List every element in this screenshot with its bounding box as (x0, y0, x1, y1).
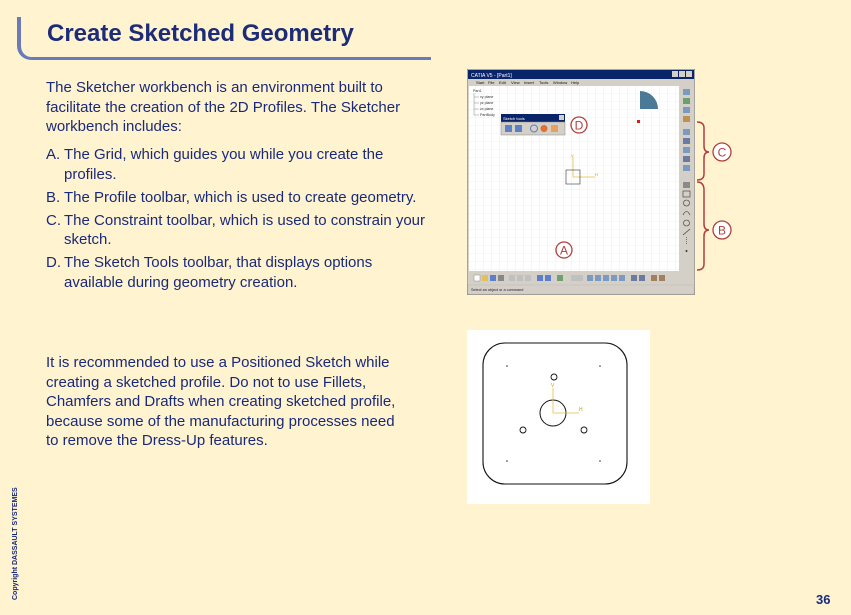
list-item (46, 145, 426, 184)
menu-window[interactable]: Window (553, 80, 568, 85)
menu-start[interactable]: Start (476, 80, 485, 85)
profile-icon[interactable] (683, 182, 690, 188)
callout-a-label: A (559, 243, 569, 258)
print-icon[interactable] (498, 275, 504, 281)
menu-help[interactable]: Help (571, 80, 580, 85)
undo-icon[interactable] (537, 275, 543, 281)
tree-xy-plane[interactable]: xy plane (480, 95, 494, 99)
callout-b-label: B (717, 223, 727, 238)
copy-icon[interactable] (517, 275, 523, 281)
save-icon[interactable] (490, 275, 496, 281)
menu-tools[interactable]: Tools (539, 80, 549, 85)
construction-point (506, 365, 508, 367)
toolbar-icon[interactable] (683, 116, 690, 122)
cut-icon[interactable] (509, 275, 515, 281)
copyright: Copyright DASSAULT SYSTEMES (12, 487, 19, 600)
constraint-icon[interactable] (683, 138, 690, 144)
sketch-tools-toolbar (501, 114, 565, 135)
list-text: The Grid, which guides you while you create the profiles. (64, 146, 384, 183)
sketch-tools-title: Sketch tools (503, 116, 525, 121)
callout-c (713, 143, 731, 161)
bracket-b (697, 182, 709, 270)
sketch-axis-h-label: H (579, 407, 583, 413)
callout-d (571, 117, 587, 133)
snap-tool-icon[interactable] (515, 125, 522, 132)
menu-insert[interactable]: Insert (524, 80, 535, 85)
tree-zx-plane[interactable]: zx plane (480, 107, 494, 111)
construction-point (599, 365, 601, 367)
geometric-constraint-icon[interactable] (541, 125, 548, 132)
hide-show-icon[interactable] (651, 275, 657, 281)
sketch-grid (469, 86, 679, 271)
redo-icon[interactable] (545, 275, 551, 281)
menu-file[interactable]: File (488, 80, 495, 85)
grid-tool-icon[interactable] (505, 125, 512, 132)
sketch-profile-figure (467, 330, 650, 504)
menu-view[interactable]: View (511, 80, 520, 85)
right-toolbar (680, 86, 693, 271)
point-icon[interactable] (686, 250, 688, 252)
constraint-icon[interactable] (683, 147, 690, 153)
list-item (46, 188, 426, 208)
list-marker: D. (46, 254, 61, 271)
construction-point (506, 460, 508, 462)
slide-title: Create Sketched Geometry (47, 20, 354, 47)
bottom-toolbar (469, 271, 693, 285)
intro-paragraph: The Sketcher workbench is an environment built to facilitate the creation of the 2D Profiles. The Sketcher workbench includes: (46, 79, 401, 135)
pan-icon[interactable] (595, 275, 601, 281)
view-icon[interactable] (557, 275, 563, 281)
new-icon[interactable] (474, 275, 480, 281)
list-marker: B. (46, 188, 61, 206)
component-list (46, 145, 426, 296)
zoom-in-icon[interactable] (611, 275, 617, 281)
axis-v-label: V (571, 153, 574, 158)
paste-icon[interactable] (525, 275, 531, 281)
bracket-c (697, 122, 709, 180)
construction-point (599, 460, 601, 462)
callout-b (713, 221, 731, 239)
callout-d-label: D (574, 118, 584, 133)
list-text: The Constraint toolbar, which is used to constrain your sketch. (64, 211, 426, 248)
list-text: The Profile toolbar, which is used to create geometry. (64, 188, 417, 206)
toolbar-icon[interactable] (683, 98, 690, 104)
constraint-icon[interactable] (683, 156, 690, 162)
list-marker: C. (46, 211, 61, 229)
view-mode-icon[interactable] (639, 275, 645, 281)
window-title: CATIA V5 - [Part1] (471, 73, 512, 79)
normal-view-icon[interactable] (631, 275, 637, 281)
list-marker: A. (46, 146, 61, 163)
page-number: 36 (816, 592, 831, 607)
callout-c-label: C (717, 145, 727, 160)
window-controls (672, 71, 692, 77)
menu-bar (476, 80, 580, 85)
zoom-out-icon[interactable] (619, 275, 625, 281)
recommendation-paragraph: It is recommended to use a Positioned Sketch while creating a sketched profile. Do not to use Fillets, Chamfers and Drafts when creating sketched profile, because some of the manufacturing processes need to remove the Dress-Up features. (46, 354, 396, 449)
constraint-icon[interactable] (683, 129, 690, 135)
tree-yz-plane[interactable]: yz plane (480, 101, 494, 105)
tree-partbody[interactable]: PartBody (480, 113, 495, 117)
axis-h-label: H (595, 172, 598, 177)
list-text: The Sketch Tools toolbar, that displays options available during geometry creation. (64, 254, 373, 291)
callout-a (556, 242, 572, 258)
dimensional-constraint-icon[interactable] (551, 125, 558, 132)
toolbar-icon[interactable] (683, 89, 690, 95)
menu-edit[interactable]: Edit (499, 80, 506, 85)
list-item (46, 211, 426, 250)
tree-root[interactable]: Part1 (473, 89, 482, 93)
catia-screenshot (467, 69, 695, 295)
toolbar-brackets (695, 120, 745, 275)
status-text: Select an object or a command (471, 288, 524, 292)
list-item (46, 253, 426, 292)
swap-icon[interactable] (659, 275, 665, 281)
open-icon[interactable] (482, 275, 488, 281)
sketch-axis-v-label: V (551, 383, 555, 389)
rotate-icon[interactable] (603, 275, 609, 281)
constraint-icon[interactable] (683, 165, 690, 171)
toolbar-icon[interactable] (683, 107, 690, 113)
fit-all-icon[interactable] (587, 275, 593, 281)
formula-icon[interactable] (571, 275, 583, 281)
